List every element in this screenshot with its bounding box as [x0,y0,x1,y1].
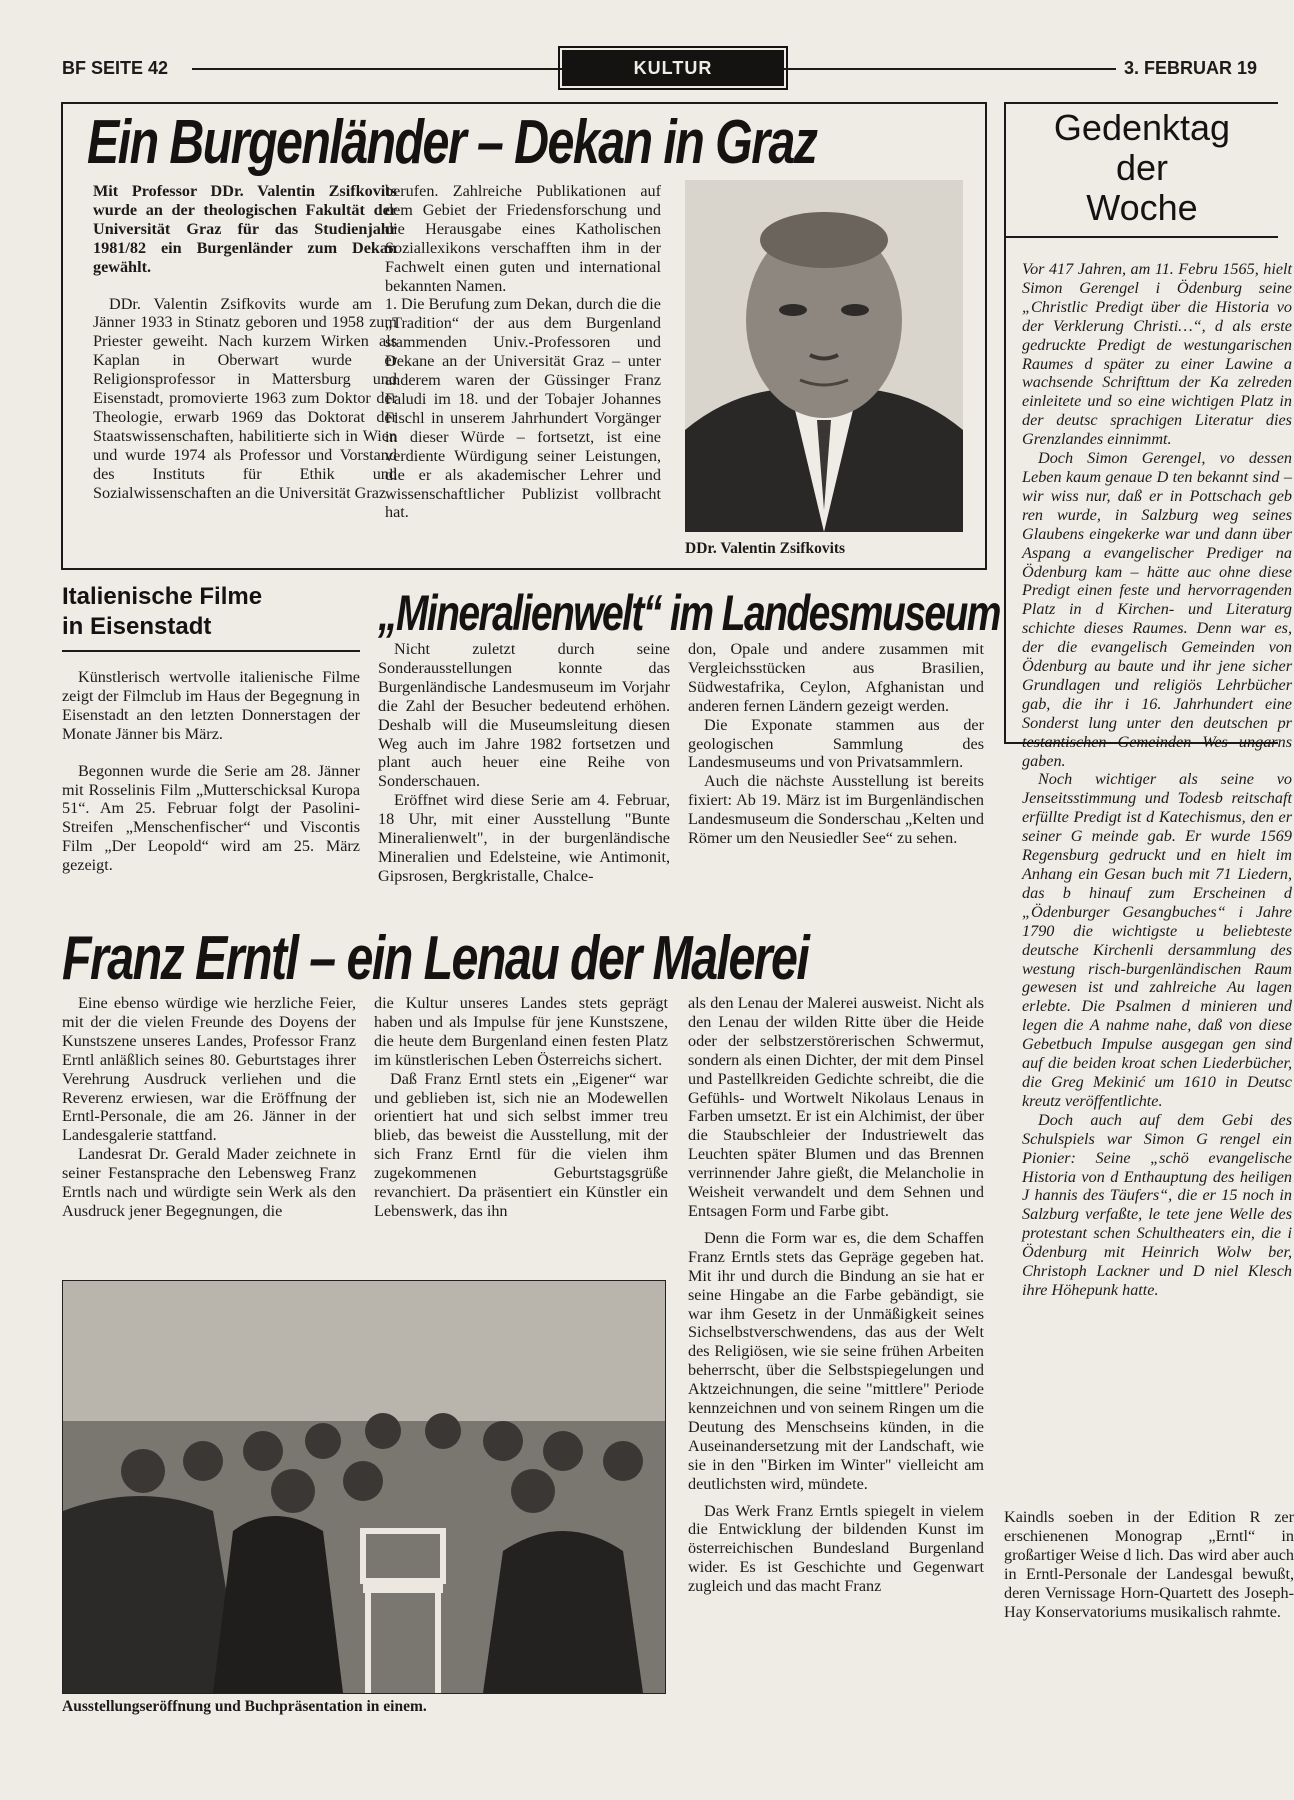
dekan-body-1: DDr. Valentin Zsifkovits wurde am 1. Jänner 1933 in Stinatz geboren und 1958 zum Priester geweiht. Nach kurzem Wirken als Kaplan in Oberwart wurde er Religionsprofessor in Mattersburg und Eisenstadt, promovierte 1963 zum Doktor der Theologie, erwarb 1969 das Doktorat der Staatswissenschaften, habilitierte sich in Wien und wurde 1974 als Professor und Vorstand des Instituts für Ethik und Sozialwissenschaften an die Universität Graz [93,294,397,502]
sidebar-tail [1004,758,1276,958]
mineralien-body-4: Die Exponate stammen aus der geologischen Sammlung des Landesmuseums und von Privatsammlern. [688,715,984,772]
headline-filme-line1: Italienische Filme [62,583,263,610]
headline-filme-line2: in Eisenstadt [62,613,212,640]
mineralien-body-5: Auch die nächste Ausstellung ist bereits fixiert: Ab 19. März ist im Burgenländischen Landesmuseum die Sonderschau „Kelten und Römer um den Neusiedler See“ zu sehen. [688,772,984,848]
sidebar-body-2: Doch Simon Gerengel, vo dessen Leben kaum genaue D ten bekannt sind – wir wiss nur, daß er in Pottschach geb ren wurde, in Salzburg weg seines Glaubens eingekerke war und dann über Aspang a evangelischer Prediger na Ödenburg kam – hätte auc ohne diese Predigt einen feste und hervorragenden Platz in d Kirchen- und Literaturg schichte dieses Raumes. Denn war es, der die evangelisch Gemeinden von Ödenburg au baute und ihr jene sicher Grundlagen und religiös Lehrbücher gab, die ihr i 16. Jahrhundert eine Sonderst lung unter den deutschen pr testantischen Gemeinden Wes ungarns gaben. [1022,449,1292,770]
sidebar-title-line3: Woche [1086,187,1198,228]
erntl-body-1: Eine ebenso würdige wie herzliche Feier, mit der die vielen Freunde des Doyens der Kunstszene unseres Landes, Professor Franz Erntl anläßlich seines 80. Geburtstages ihrer Verehrung Ausdruck verliehen und die Reverenz erwiesen, war die Eröffnung der Erntl-Personale, die am 26. Jänner in der Landesgalerie stattfand. [62,994,356,1145]
header-rule-left [192,68,562,70]
section-label: KULTUR [562,50,784,86]
sidebar-body-4: Doch auch auf dem Gebi des Schulspiels war Simon G rengel ein Pionier: Seine „schö evangelische Historia von d Enthauptung des heiligen J hannis des Täufers“, die er 15 noch in Salzburg verfaßte, le tete jene Welle des protestant schen Schultheaters ein, die i Ödenburg mit Heinrich Wolw ber, Christoph Lackner und D niel Klesch ihre Höhepunk hatte. [1022,1110,1292,1299]
erntl-col2 [374,994,668,1221]
erntl-col3 [688,994,984,1596]
erntl-col1 [62,994,356,1221]
headline-erntl: Franz Erntl – ein Lenau der Malerei [62,924,809,993]
header-rule-right [784,68,1116,70]
exhibition-photo [62,1280,666,1694]
erntl-body-3: die Kultur unseres Landes stets geprägt haben und als Impulse für jene Kunstszene, die heute dem Burgenland einen festen Platz im künstlerischen Leben Österreichs sichert. [374,994,668,1069]
erntl-body-4: Daß Franz Erntl stets ein „Eigener“ war und geblieben ist, sich nie an Modewellen orientiert hat und sich selbst immer treu blieb, das beweist die Ausstellung, mit der sich Franz Erntl für die vielen ihm zugekommenen Geburtstagsgrüße revanchiert. Da präsentiert ein Künstler ein Lebenswerk, das ihn [374,1069,668,1220]
portrait-image [685,180,963,532]
dekan-col2 [385,182,661,522]
sidebar-body-1: Vor 417 Jahren, am 11. Febru 1565, hielt Simon Gerengel i Ödenburg seine „Christlic Predigt über die Historia vo der Verklerung Christi…“, d als erste gedruckte Predigt de westungarischen Raumes d später zu einer Lawine a wachsende Schrifttum der Ka zelreden einleitete und so eine wichtigen Platz in der deutsc sprachigen Literatur dies Grenzlandes einnimmt. [1022,260,1292,449]
sidebar-title-line1: Gedenktag [1053,107,1231,148]
erntl-continued [1004,1508,1294,1621]
mineralien-body-3: don, Opale und andere zusammen mit Vergleichsstücken aus Brasilien, Südwestafrika, Ceylon, Afghanistan und anderen fernen Ländern gezeigt werden. [688,640,984,715]
sidebar-body-3: Noch wichtiger als seine vo Jenseitsstimmung und Todesb reitschaft erfüllte Predigt ist d Katechismus, den er seiner G meinde gab. Er wurde 1569 Regensburg gedruckt und en hielt im Anhang ein Gesan buch mit 71 Liedern, das b hinauf zum Erscheinen d „Ödenburger Gesangbuches“ i Jahre 1790 die wichtigste u beliebteste deutsche Kirchenli dersammlung des westung risch-burgenländischen Raum gewesen ist und zahlreiche Au lagen erlebte. Die Psalmen d minieren und legen die A nahme nahe, daß von diese Gebetbuch Impulse ausgegan gen sind auf die beiden kroat schen Liederbücher, die Greg Mekinić um 1610 in Deutsc kreutz veröffentlichte. [1022,770,1292,1110]
dekan-col1 [93,182,397,503]
erntl-body-5: als den Lenau der Malerei ausweist. Nicht als den Lenau der wilden Ritte über die Heide oder der selbstzerstörerischen Schwermut, sondern als einen Dichter, der mit dem Pinsel und Pastellkreiden Gedichte schreibt, die die Gefühls- und Wortwelt Nikolaus Lenaus in Farben umsetzt. Er ist ein Alchimist, der über die Staubschleier der Industriewelt das Leuchten später Blumen und das Brennen verrinnender Jahre gießt, die Melancholie in Weisheit verwandelt und dem Sehnen und Entsagen Form und Farbe gibt. [688,994,984,1220]
portrait-photo [685,180,963,532]
sidebar-title [1006,104,1278,236]
filme-body-2: Begonnen wurde die Serie am 28. Jänner mit Rosselinis Film „Mutterschicksal Kuropa 51“. Am 25. Februar folgt der Pasolini-Streifen „Menschenfischer“ und Viscontis Film „Der Leopold“ wird am 25. März gezeigt. [62,761,360,875]
article-dekan-box [61,102,987,570]
sidebar-gedenktag [1004,102,1292,1299]
sidebar-title-rule [1006,236,1278,238]
mineralien-body-1: Nicht zuletzt durch seine Sonderausstellungen konnte das Burgenländische Landesmuseum im Vorjahr die Zahl der Besucher bedeutend erhöhen. Deshalb will die Museumsleitung diesen Weg auch im Jahre 1982 fortsetzen und plant auch heuer eine Reihe von Sonderschauen. [378,640,670,791]
page-number: BF SEITE 42 [62,58,169,78]
headline-mineralien: „Mineralienwelt“ im Landesmuseum [378,585,1000,641]
filme-body-1: Künstlerisch wertvolle italienische Filme zeigt der Filmclub im Haus der Begegnung in Eisenstadt an den letzten Donnerstagen der Monate Jänner bis März. [62,668,360,743]
filme-rule [62,650,360,652]
erntl-body-2: Landesrat Dr. Gerald Mader zeichnete in seiner Festansprache den Lebensweg Franz Erntls nach und würdigte sein Werk als den Ausdruck jener Begegnungen, die [62,1145,356,1220]
exhibition-image [63,1281,665,1693]
mineralien-col2 [688,640,984,848]
headline-dekan: Ein Burgenländer – Dekan in Graz [87,108,817,177]
erntl-body-7: Das Werk Franz Erntls spiegelt in vielem die Entwicklung der bildenden Kunst im österreichischen Bundesland Burgenland wider. Es ist Geschichte und Gegenwart zugleich und das macht Franz [688,1501,984,1596]
issue-date: 3. FEBRUAR 19 [1124,58,1258,78]
headline-filme [62,582,360,642]
portrait-caption: DDr. Valentin Zsifkovits [685,540,846,557]
dekan-body-3: Die Berufung zum Dekan, durch die die „Tradition“ der aus dem Burgenland stammenden Univ.-Professoren und Dekane an der Universität Graz – unter anderem waren der Güssinger Franz Faludi im 18. und der Tobajer Johannes Fischl in unserem Jahrhundert Vorgänger in dieser Würde – fortsetzt, ist eine verdiente Würdigung seiner Leistungen, die er als akademischer Lehrer und wissenschaftlicher Publizist vollbracht hat. [385,295,661,522]
sidebar-title-line2: der [1115,147,1169,188]
exhibition-caption: Ausstellungseröffnung und Buchpräsentation in einem. [62,1698,427,1715]
erntl-body-6: Denn die Form war es, die dem Schaffen Franz Erntls stets das Gepräge gegeben hat. Mit ihr und durch die Bindung an sie hat er seine Hingabe an die Farbe gebändigt, sie war ihm Gesetz in der Unmäßigkeit seines Sichselbstverschwendens, das aus der Welt des Religiösen, wie sie seine frühen Arbeiten beherrscht, über die Selbstspiegelungen und Aktzeichnungen, die seine "mittlere" Periode kennzeichnen und von seinem Ringen um die Deutung des Menschseins künden, in die Auseinandersetzung mit der Landschaft, wie sie in den "Birken im Winter" vielleicht am deutlichsten wird, mündete. [688,1228,984,1493]
mineralien-body-2: Eröffnet wird diese Serie am 4. Februar, 18 Uhr, mit einer Ausstellung "Bunte Mineralienwelt", in der burgenländische Mineralien und Edelsteine, wie Antimonit, Gipsrosen, Bergkristalle, Chalce- [378,791,670,885]
erntl-continued-text: Kaindls soeben in der Edition R zer erschienenen Monograp „Erntl“ in großartiger Weise d lich. Das wird aber auch in Erntl-Personale der Landesgal bewußt, deren Vernissage Horn-Quartett des Joseph-Hay Konservatoriums musikalisch rahmte. [1004,1508,1294,1621]
mineralien-col1 [378,640,670,886]
page-header [0,46,1276,88]
dekan-body-2: berufen. Zahlreiche Publikationen auf dem Gebiet der Friedensforschung und die Herausgabe eines Katholischen Soziallexikons verschafften ihm in der Fachwelt einen guten und international bekannten Namen. [385,182,661,295]
dekan-lead: Mit Professor DDr. Valentin Zsifkovits wurde an der theologischen Fakultät der Universität Graz für das Studienjahr 1981/82 ein Burgenländer zum Dekan gewählt. [93,182,397,276]
article-filme [62,582,360,875]
